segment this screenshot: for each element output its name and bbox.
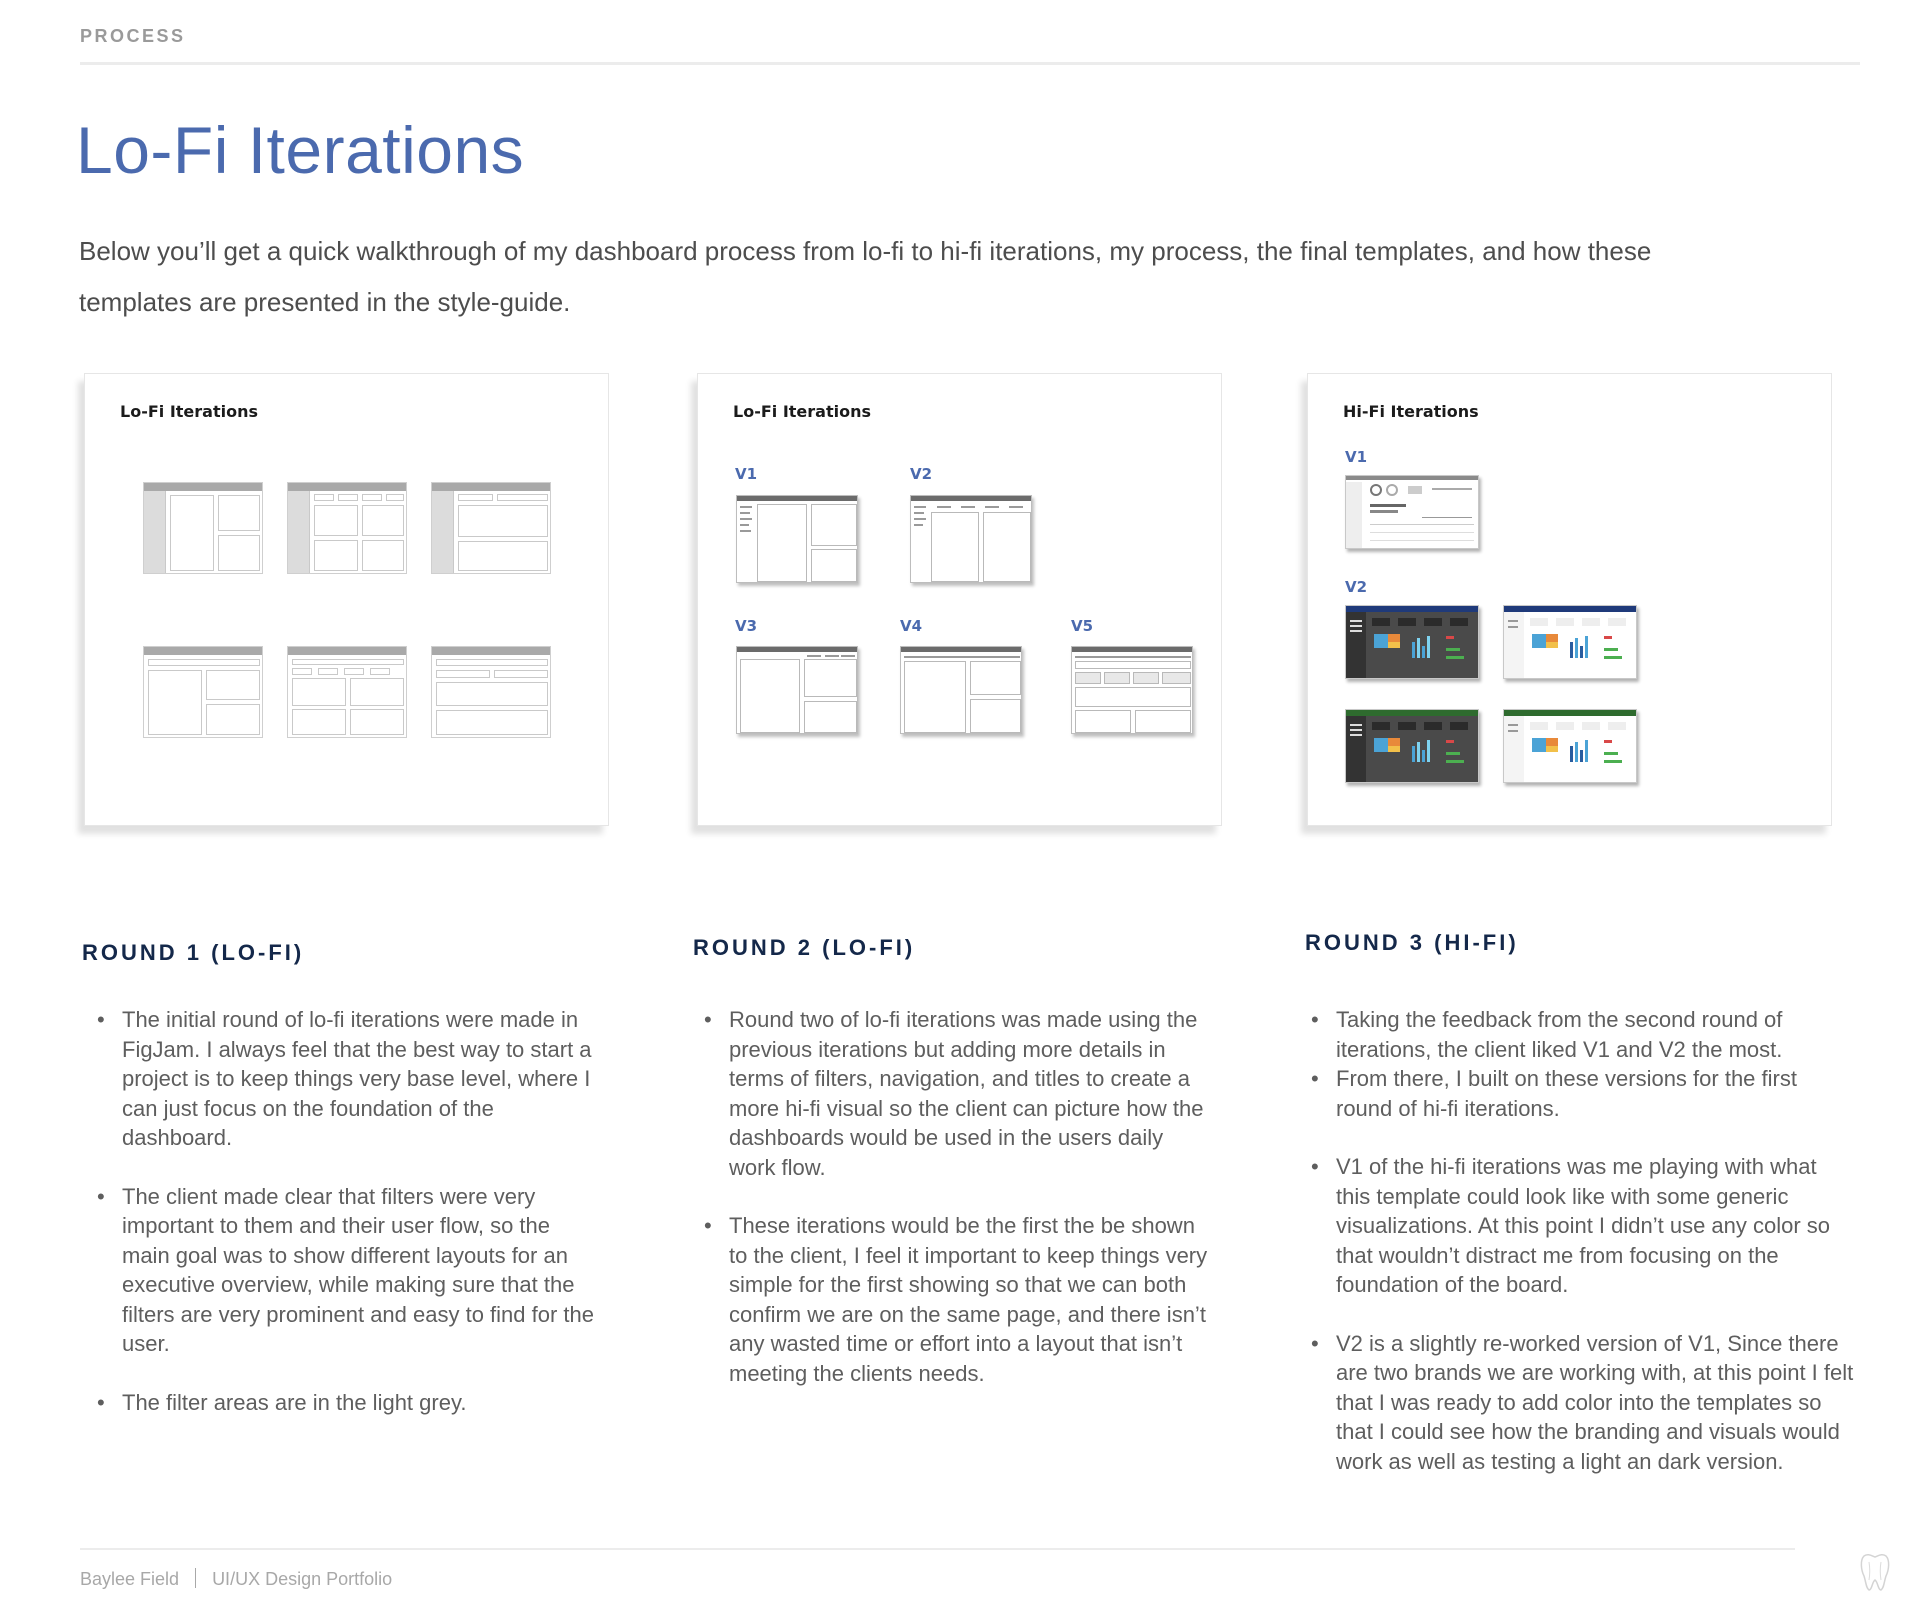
wireframe-thumbnail — [431, 482, 551, 574]
version-label: V1 — [1345, 448, 1368, 466]
card-title: Lo-Fi Iterations — [733, 402, 871, 421]
wireframe-thumbnail — [143, 482, 263, 574]
tooth-logo-icon — [1858, 1552, 1892, 1592]
hifi-thumbnail-v2-dark-blue — [1345, 605, 1479, 679]
round2-preview-card — [697, 373, 1222, 826]
page-title: Lo-Fi Iterations — [76, 113, 525, 187]
version-label: V5 — [1071, 617, 1094, 635]
list-item: • Taking the feedback from the second round of iterations, the client liked V1 and V2 the most. — [1296, 1005, 1856, 1064]
round2-title: ROUND 2 (LO-FI) — [693, 935, 916, 960]
list-item: • The initial round of lo-fi iterations were made in FigJam. I always feel that the best way to start a project is to keep things very base level, where I can just focus on the foundation of the dashboard. — [82, 1005, 602, 1153]
footer-divider — [80, 1548, 1795, 1550]
footer-subtitle: UI/UX Design Portfolio — [212, 1569, 393, 1589]
round3-title: ROUND 3 (HI-FI) — [1305, 930, 1519, 955]
section-label: PROCESS — [80, 26, 186, 46]
intro-paragraph: Below you’ll get a quick walkthrough of my dashboard process from lo-fi to hi-fi iterations, my process, the final templates, and how these templates are presented in the style-guide. — [79, 236, 1652, 317]
round2-bullets — [689, 1005, 1209, 1388]
wireframe-thumbnail-v1 — [736, 495, 858, 583]
round1-title: ROUND 1 (LO-FI) — [82, 940, 305, 965]
list-item: • These iterations would be the first the be shown to the client, I feel it important to keep things very simple for the first showing so that we can both confirm we are on the same page, and there isn’t any wasted time or effort into a layout that isn’t meeting the clients needs. — [689, 1211, 1209, 1388]
wireframe-thumbnail-v3 — [736, 646, 858, 734]
list-item: • V1 of the hi-fi iterations was me playing with what this template could look like with some generic visualizations. At this point I didn’t use any color so that wouldn’t distract me from focusing on the foundation of the board. — [1296, 1152, 1856, 1300]
round1-bullets — [82, 1005, 602, 1417]
version-label: V4 — [900, 617, 923, 635]
wireframe-thumbnail-v4 — [900, 646, 1022, 734]
hifi-thumbnail-v1 — [1345, 475, 1479, 549]
list-item: • The client made clear that filters were very important to them and their user flow, so the main goal was to show different layouts for an executive overview, while making sure that the filters are very prominent and easy to find for the user. — [82, 1182, 602, 1359]
hifi-thumbnail-v2-dark-green — [1345, 709, 1479, 783]
version-label: V2 — [910, 465, 933, 483]
list-item: • V2 is a slightly re-worked version of V1, Since there are two brands we are working with, at this point I felt that I was ready to add color into the templates so that I could see how the branding and visuals would work as well as testing a light an dark version. — [1296, 1329, 1856, 1477]
footer-separator — [195, 1568, 196, 1588]
wireframe-thumbnail — [431, 646, 551, 738]
wireframe-thumbnail — [143, 646, 263, 738]
round3-preview-card — [1307, 373, 1832, 826]
wireframe-thumbnail-v2 — [910, 495, 1032, 583]
version-label: V2 — [1345, 578, 1368, 596]
list-item: • The filter areas are in the light grey. — [82, 1388, 602, 1418]
wireframe-thumbnail — [287, 482, 407, 574]
hifi-thumbnail-v2-light-green — [1503, 709, 1637, 783]
version-label: V1 — [735, 465, 758, 483]
card-title: Lo-Fi Iterations — [120, 402, 258, 421]
footer — [80, 1568, 392, 1590]
round1-preview-card — [84, 373, 609, 826]
wireframe-thumbnail-v5 — [1071, 646, 1193, 734]
top-divider — [80, 62, 1860, 65]
round3-bullets — [1296, 1005, 1856, 1476]
list-item: • Round two of lo-fi iterations was made using the previous iterations but adding more details in terms of filters, navigation, and titles to create a more hi-fi visual so the client can picture how the dashboards would be used in the users daily work flow. — [689, 1005, 1209, 1182]
list-item: • From there, I built on these versions for the first round of hi-fi iterations. — [1296, 1064, 1856, 1123]
version-label: V3 — [735, 617, 758, 635]
footer-author: Baylee Field — [80, 1569, 180, 1589]
hifi-thumbnail-v2-light-blue — [1503, 605, 1637, 679]
wireframe-thumbnail — [287, 646, 407, 738]
card-title: Hi-Fi Iterations — [1343, 402, 1479, 421]
